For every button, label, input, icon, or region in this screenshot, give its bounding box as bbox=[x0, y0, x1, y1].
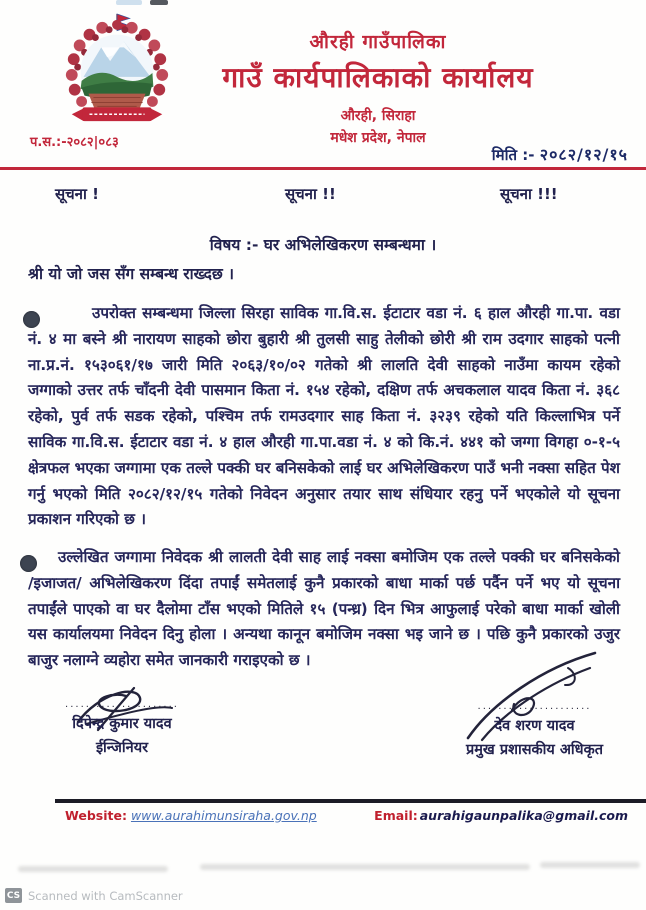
website-entry bbox=[65, 808, 317, 823]
scan-shadow-streak bbox=[18, 866, 168, 872]
address-line-1: औरही, सिराहा bbox=[340, 108, 416, 124]
website-link[interactable]: www.aurahimunsiraha.gov.np bbox=[130, 808, 317, 823]
header-separator-rule bbox=[0, 167, 646, 170]
salutation-line: श्री यो जो जस सँग सम्बन्ध राख्दछ । bbox=[28, 265, 235, 283]
date-label: मिति :- bbox=[491, 146, 540, 164]
scan-smudge bbox=[116, 0, 142, 5]
camscanner-credit-text: Scanned with CamScanner bbox=[28, 888, 183, 903]
address-line-2: मधेश प्रदेश, नेपाल bbox=[330, 130, 426, 146]
signatory-title-left: ईन्जिनियर bbox=[95, 740, 149, 756]
subject-line: विषय :- घर अभिलेखिकरण सम्बन्धमा । bbox=[209, 236, 437, 254]
body-paragraph-2: उल्लेखित जग्गामा निवेदक श्री लालती देवी साह लाई नक्सा बमोजिम एक तल्ले पक्की घर बनिसकेको /इजाजत/ अभिलेखिकरण दिंदा तपाईं समेतलाई कुनै प्रकारको बाधा मार्का पर्छ पर्दैन पर्ने भए यो सूचना तपाईंले पाएको वा घर दैलोमा टाँस भएको मितिले १५ (पन्ध्र) दिन भित्र आफुलाई परेको बाधा मार्का खोली यस कार्यालयमा निवेदन दिनु होला । अन्यथा कानून बमोजिम नक्सा भइ जाने छ । पछि कुनै प्रकारको उजुर बाजुर नलाग्ने व्यहोरा समेत जानकारी गराइएको छ । bbox=[28, 548, 620, 670]
signature-dotted-line: ...................... bbox=[477, 701, 592, 712]
email-label: Email: bbox=[374, 808, 418, 823]
email-entry bbox=[374, 808, 628, 823]
footer-contact-row bbox=[65, 808, 628, 823]
signatory-title-right: प्रमुख प्रशासकीय अधिकृत bbox=[466, 742, 603, 758]
municipality-name: औरही गाउँपालिका bbox=[309, 31, 447, 53]
date-line bbox=[492, 143, 628, 165]
email-link[interactable]: aurahigaunpalika@gmail.com bbox=[419, 808, 628, 823]
signature-block-chief-officer bbox=[452, 702, 617, 759]
camscanner-credit bbox=[5, 888, 183, 903]
notice-word-3: सूचना !!! bbox=[500, 185, 558, 203]
date-value-handwritten: २०८२/१२/१५ bbox=[539, 145, 628, 164]
scan-shadow-streak bbox=[540, 862, 640, 868]
office-name: गाउँ कार्यपालिकाको कार्यालय bbox=[222, 61, 534, 94]
signature-block-engineer bbox=[42, 700, 202, 757]
signatory-name-right: देव शरण यादव bbox=[494, 718, 575, 734]
notice-word-2: सूचना !! bbox=[285, 185, 336, 203]
notice-word-1: सूचना ! bbox=[55, 185, 99, 203]
footer-separator-rule bbox=[55, 799, 646, 803]
signatory-name-left: दिपेन्द्र कुमार यादव bbox=[72, 716, 172, 732]
website-label: Website: bbox=[65, 808, 127, 823]
signature-dotted-line: ...................... bbox=[65, 699, 179, 710]
scan-shadow-streak bbox=[200, 864, 530, 870]
camscanner-logo-icon: CS bbox=[5, 888, 22, 903]
scan-smudge bbox=[150, 0, 168, 5]
body-paragraph-1: उपरोक्त सम्बन्धमा जिल्ला सिरहा साविक गा.वि.स. ईटाटार वडा नं. ६ हाल औरही गा.पा. वडा नं. ४ मा बस्ने श्री नारायण साहको छोरा बुहारी श्री तुलसी साहु तेलीको छोरी श्री राम उदगार साहको पत्नी ना.प्र.नं. १५३०६१/१७ जारी मिति २०६३/१०/०२ गतेको श्री लालति देवी साहको नाउँमा कायम रहेको जग्गाको उत्तर तर्फ चाँदनी देवी पासमान किता नं. १५४ रहेको, दक्षिण तर्फ अचकलाल यादव किता नं. ३६८ रहेको, पुर्व तर्फ सडक रहेको, पश्चिम तर्फ रामउदगार साह किता नं. ३२३९ रहेको यति किल्लाभित्र पर्ने साविक गा.वि.स. ईटाटार वडा नं. ४ हाल औरही गा.पा.वडा नं. ४ को कि.नं. ४४१ को जग्गा विगहा ०-१-५ क्षेत्रफल भएका जग्गामा एक तल्ले पक्की घर बनिसकेको लाई घर अभिलेखिकरण पाउँ भनी नक्सा सहित पेश गर्नु भएको मिति २०८२/१२/१५ गतेको निवेदन अनुसार तयार साथ संधियार रहनु पर्ने भएकोले यो सूचना प्रकाशन गरिएको छ । bbox=[28, 304, 620, 529]
reference-number: प.स.:-२०८२|०८३ bbox=[30, 135, 119, 150]
